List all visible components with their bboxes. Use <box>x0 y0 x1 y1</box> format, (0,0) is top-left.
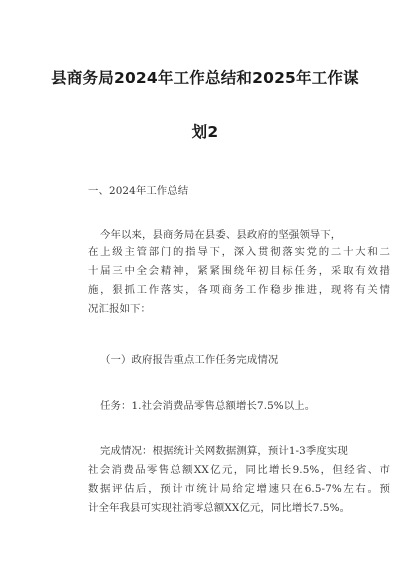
section-heading-work-summary: 一、2024年工作总结 <box>88 185 189 197</box>
completion-paragraph-line: 数据评估后，预计市统计局给定增速只在6.5-7%左右。预 <box>88 483 390 495</box>
intro-paragraph-line: 在上级主管部门的指导下，深入贯彻落实党的二十大和二 <box>88 246 390 258</box>
document-title-line2: 划2 <box>191 123 219 141</box>
task-line: 任务：1.社会消费品零售总额增长7.5%以上。 <box>100 400 316 412</box>
intro-paragraph-line: 施，狠抓工作落实，各项商务工作稳步推进，现将有关情 <box>88 284 390 296</box>
intro-paragraph-line: 十届三中全会精神，紧紧围绕年初目标任务，采取有效措 <box>88 265 390 277</box>
document-title-line1: 县商务局2024年工作总结和2025年工作谋 <box>51 69 359 87</box>
completion-paragraph-line: 计全年我县可实现社消零总额XX亿元，同比增长7.5%。 <box>88 502 351 514</box>
completion-paragraph-line: 完成情况：根据统计关网数据测算，预计1-3季度实现 <box>100 445 348 457</box>
intro-paragraph-line: 今年以来，县商务局在县委、县政府的坚强领导下， <box>100 229 342 241</box>
intro-paragraph-line: 况汇报如下： <box>88 303 151 315</box>
completion-paragraph-line: 社会消费品零售总额XX亿元，同比增长9.5%，但经省、市 <box>88 464 390 476</box>
subsection-heading: （一）政府报告重点工作任务完成情况 <box>100 354 279 366</box>
